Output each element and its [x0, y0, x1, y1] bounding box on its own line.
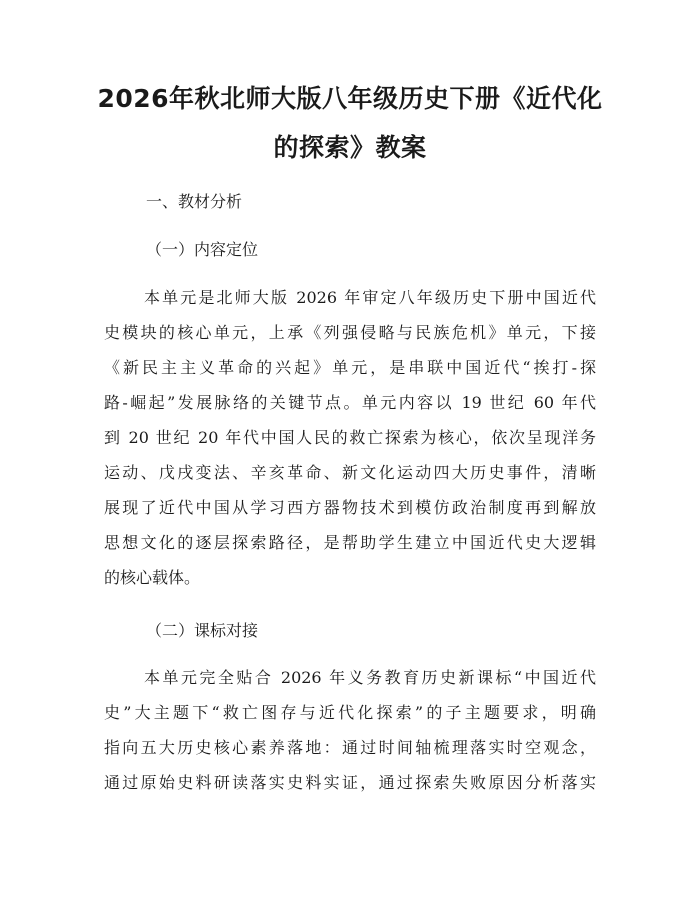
paragraph-line: 展现了近代中国从学习西方器物技术到模仿政治制度再到解放: [104, 498, 596, 517]
document-title-line-1: 2026年秋北师大版八年级历史下册《近代化: [97, 84, 603, 113]
subsection-heading-curriculum-alignment: （二）课标对接: [146, 621, 259, 640]
section-heading-textbook-analysis: 一、教材分析: [146, 192, 243, 211]
paragraph-line: 运动、戊戌变法、辛亥革命、新文化运动四大历史事件，清晰: [104, 463, 596, 482]
paragraph-line: 史模块的核心单元，上承《列强侵略与民族危机》单元，下接: [104, 323, 596, 342]
paragraph-line: 《新民主主义革命的兴起》单元，是串联中国近代“挨打-探: [104, 358, 596, 377]
paragraph-line: 路-崛起”发展脉络的关键节点。单元内容以 19 世纪 60 年代: [104, 393, 596, 412]
paragraph-line: 本单元是北师大版 2026 年审定八年级历史下册中国近代: [144, 288, 596, 307]
paragraph-line: 的核心载体。: [104, 568, 201, 587]
paragraph-line: 本单元完全贴合 2026 年义务教育历史新课标“中国近代: [144, 668, 596, 687]
subsection-heading-content-positioning: （一）内容定位: [146, 240, 259, 259]
paragraph-line: 通过原始史料研读落实史料实证，通过探索失败原因分析落实: [104, 773, 596, 792]
paragraph-line: 思想文化的逐层探索路径，是帮助学生建立中国近代史大逻辑: [104, 533, 596, 552]
paragraph-line: 到 20 世纪 20 年代中国人民的救亡探索为核心，依次呈现洋务: [104, 428, 596, 447]
document-title-line-2: 的探索》教案: [273, 133, 427, 162]
paragraph-line: 指向五大历史核心素养落地：通过时间轴梳理落实时空观念，: [104, 738, 596, 757]
paragraph-line: 史”大主题下“救亡图存与近代化探索”的子主题要求，明确: [104, 703, 596, 722]
